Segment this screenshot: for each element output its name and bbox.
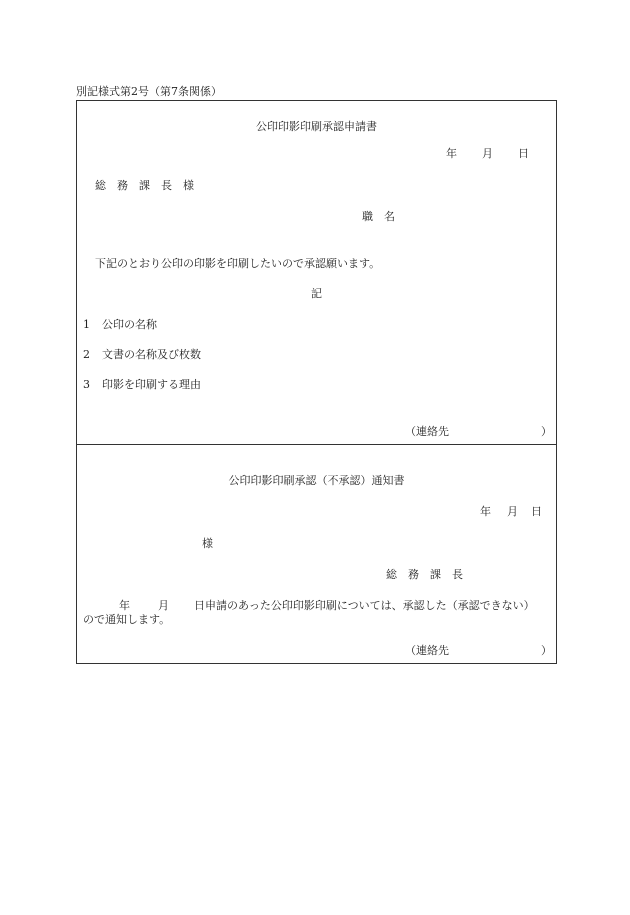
notice-sender: 総 務 課 長	[386, 568, 463, 581]
item-number: 1	[83, 318, 90, 331]
item-number: 3	[83, 378, 90, 391]
contact-open: （連絡先	[405, 644, 449, 657]
request-text: 下記のとおり公印の印影を印刷したいので承認願います。	[95, 257, 381, 270]
notice-date-day: 日	[531, 505, 542, 518]
contact-close: ）	[541, 644, 552, 657]
application-date-month: 月	[482, 147, 493, 160]
notice-form-title: 公印印影印刷承認（不承認）通知書	[228, 474, 405, 487]
application-date-year: 年	[446, 147, 457, 160]
application-date-day: 日	[518, 147, 529, 160]
notice-date-month: 月	[507, 505, 518, 518]
applicant-title-name-label: 職 名	[362, 210, 395, 223]
notice-date-year: 年	[480, 505, 491, 518]
item-label-reason: 印影を印刷する理由	[102, 378, 201, 391]
application-form-section	[76, 100, 557, 445]
addressee: 総 務 課 長 様	[95, 179, 194, 192]
application-form-title: 公印印影印刷承認申請書	[256, 120, 377, 133]
notice-body-line2: ので通知します。	[83, 613, 171, 626]
notice-body-year: 年	[119, 599, 130, 612]
item-number: 2	[83, 348, 90, 361]
contact-close: ）	[541, 425, 552, 438]
contact-open: （連絡先	[405, 425, 449, 438]
notice-form-section	[76, 444, 557, 664]
ki-heading: 記	[311, 287, 322, 300]
notice-body-month: 月	[158, 599, 169, 612]
item-label-document-name: 文書の名称及び枚数	[102, 348, 201, 361]
form-number-label: 別記様式第2号（第7条関係）	[76, 85, 222, 98]
notice-body-line1: 日申請のあった公印印影印刷については、承認した（承認できない）	[194, 599, 535, 612]
item-label-seal-name: 公印の名称	[102, 318, 157, 331]
recipient-suffix: 様	[202, 537, 213, 550]
